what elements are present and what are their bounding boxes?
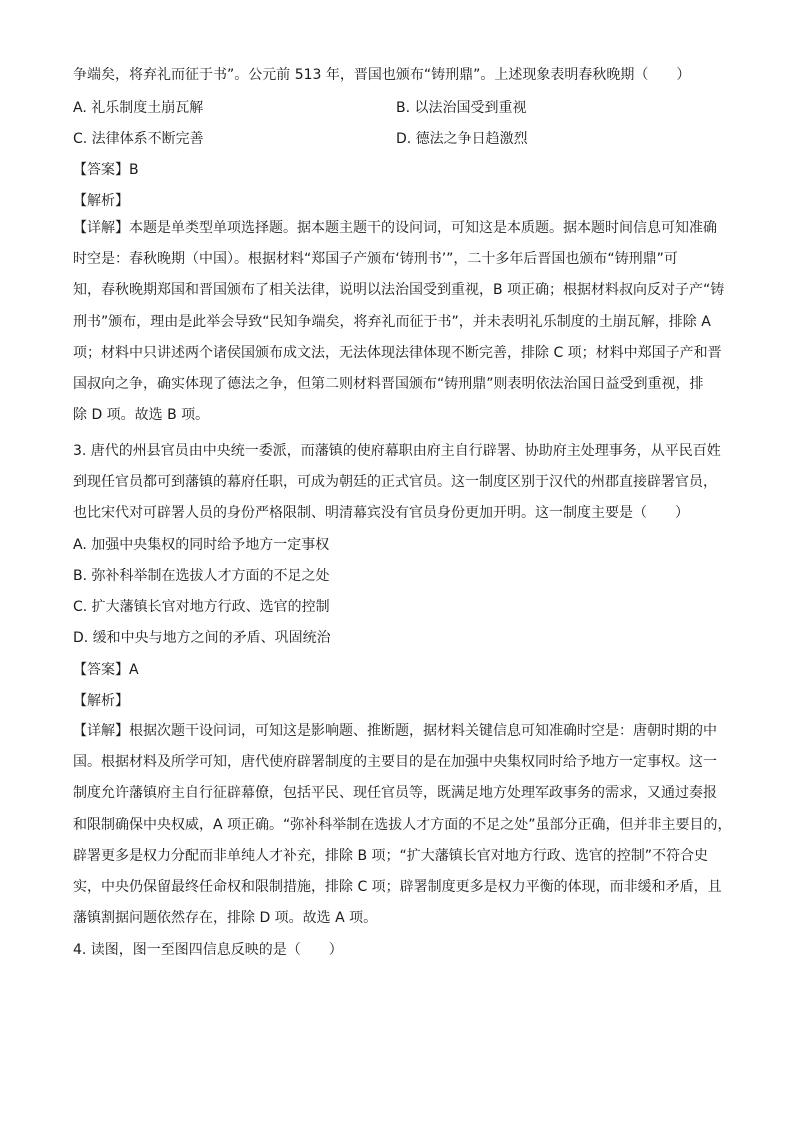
q3-detail-line: 和限制确保中央权威，A 项正确。“弥补科举制在选拔人才方面的不足之处”虽部分正确，但并非主要目的， (73, 816, 732, 833)
q4-stem: 4. 读图，图一至图四信息反映的是（ ） (73, 942, 343, 958)
q3-option-a: A. 加强中央集权的同时给予地方一定事权 (73, 537, 330, 553)
q3-answer: 【答案】A (73, 662, 139, 678)
q3-stem (73, 436, 721, 530)
q2-detail (73, 213, 725, 431)
q3-detail-line: 国。根据材料及所学可知，唐代使府辟署制度的主要目的是在加强中央集权同时给予地方一定事权。这一 (73, 754, 717, 771)
q2-option-c: C. 法律体系不断完善 (73, 131, 204, 147)
q3-stem-line: 到现任官员都可到藩镇的幕府任职，可成为朝廷的正式官员。这一制度区别于汉代的州郡直接辟署官员， (73, 474, 717, 491)
q3-detail (73, 716, 732, 934)
q2-detail-line: 时空是：春秋晚期（中国）。根据材料“郑国子产颁布‘铸刑书’”，二十多年后晋国也颁布“铸刑鼎”可 (73, 251, 678, 268)
q2-option-d: D. 德法之争日趋激烈 (396, 131, 528, 147)
q2-analysis-label: 【解析】 (73, 193, 129, 209)
q3-analysis-label: 【解析】 (73, 693, 129, 709)
q3-stem-line: 也比宋代对可辟署人员的身份严格限制、明清幕宾没有官员身份更加开明。这一制度主要是（ ） (73, 505, 689, 522)
q2-detail-line: 知，春秋晚期郑国和晋国颁布了相关法律，说明以法治国受到重视，B 项正确；根据材料叔向反对子产“铸 (73, 282, 725, 299)
q2-detail-line: 项；材料中只讲述两个诸侯国颁布成文法，无法体现法律体现不断完善，排除 C 项；材料中郑国子产和晋 (73, 344, 722, 361)
q3-detail-line: 制度允许藩镇府主自行征辟幕僚，包括平民、现任官员等，既满足地方处理军政事务的需求，又通过奏报 (73, 785, 717, 802)
q3-option-b: B. 弥补科举制在选拔人才方面的不足之处 (73, 568, 330, 584)
q3-detail-line: 辟署更多是权力分配而非单纯人才补充，排除 B 项；“扩大藩镇长官对地方行政、选官的控制”不符合史 (73, 847, 709, 864)
q3-detail-line: 实，中央仍保留最终任命权和限制措施，排除 C 项；辟署制度更多是权力平衡的体现，而非缓和矛盾，且 (73, 879, 722, 896)
q2-answer: 【答案】B (73, 162, 139, 178)
q2-detail-line: 除 D 项。故选 B 项。 (73, 407, 210, 424)
q3-detail-line: 【详解】根据次题干设问词，可知这是影响题、推断题，据材料关键信息可知准确时空是：唐朝时期的中 (73, 723, 717, 739)
q3-option-c: C. 扩大藩镇长官对地方行政、选官的控制 (73, 599, 330, 615)
q3-option-d: D. 缓和中央与地方之间的矛盾、巩固统治 (73, 630, 331, 646)
q3-stem-line: 3. 唐代的州县官员由中央统一委派，而藩镇的使府幕职由府主自行辟署、协助府主处理事务，从平民百姓 (73, 443, 721, 459)
q2-detail-line: 【详解】本题是单类型单项选择题。据本题主题干的设问词，可知这是本质题。据本题时间信息可知准确 (73, 220, 717, 236)
q2-option-b: B. 以法治国受到重视 (396, 100, 527, 116)
q3-detail-line: 藩镇割据问题依然存在，排除 D 项。故选 A 项。 (73, 910, 378, 927)
q2-option-a: A. 礼乐制度土崩瓦解 (73, 100, 204, 116)
q2-detail-line: 刑书”颁布，理由是此举会导致“民知争端矣，将弃礼而征于书”，并未表明礼乐制度的土崩瓦解，排除 A (73, 313, 711, 330)
q2-detail-line: 国叔向之争，确实体现了德法之争，但第二则材料晋国颁布“铸刑鼎”则表明依法治国日益受到重视，排 (73, 376, 704, 393)
q2-stem-tail: 争端矣，将弃礼而征于书”。公元前 513 年，晋国也颁布“铸刑鼎”。上述现象表明春秋晚期（ ） (73, 67, 691, 83)
